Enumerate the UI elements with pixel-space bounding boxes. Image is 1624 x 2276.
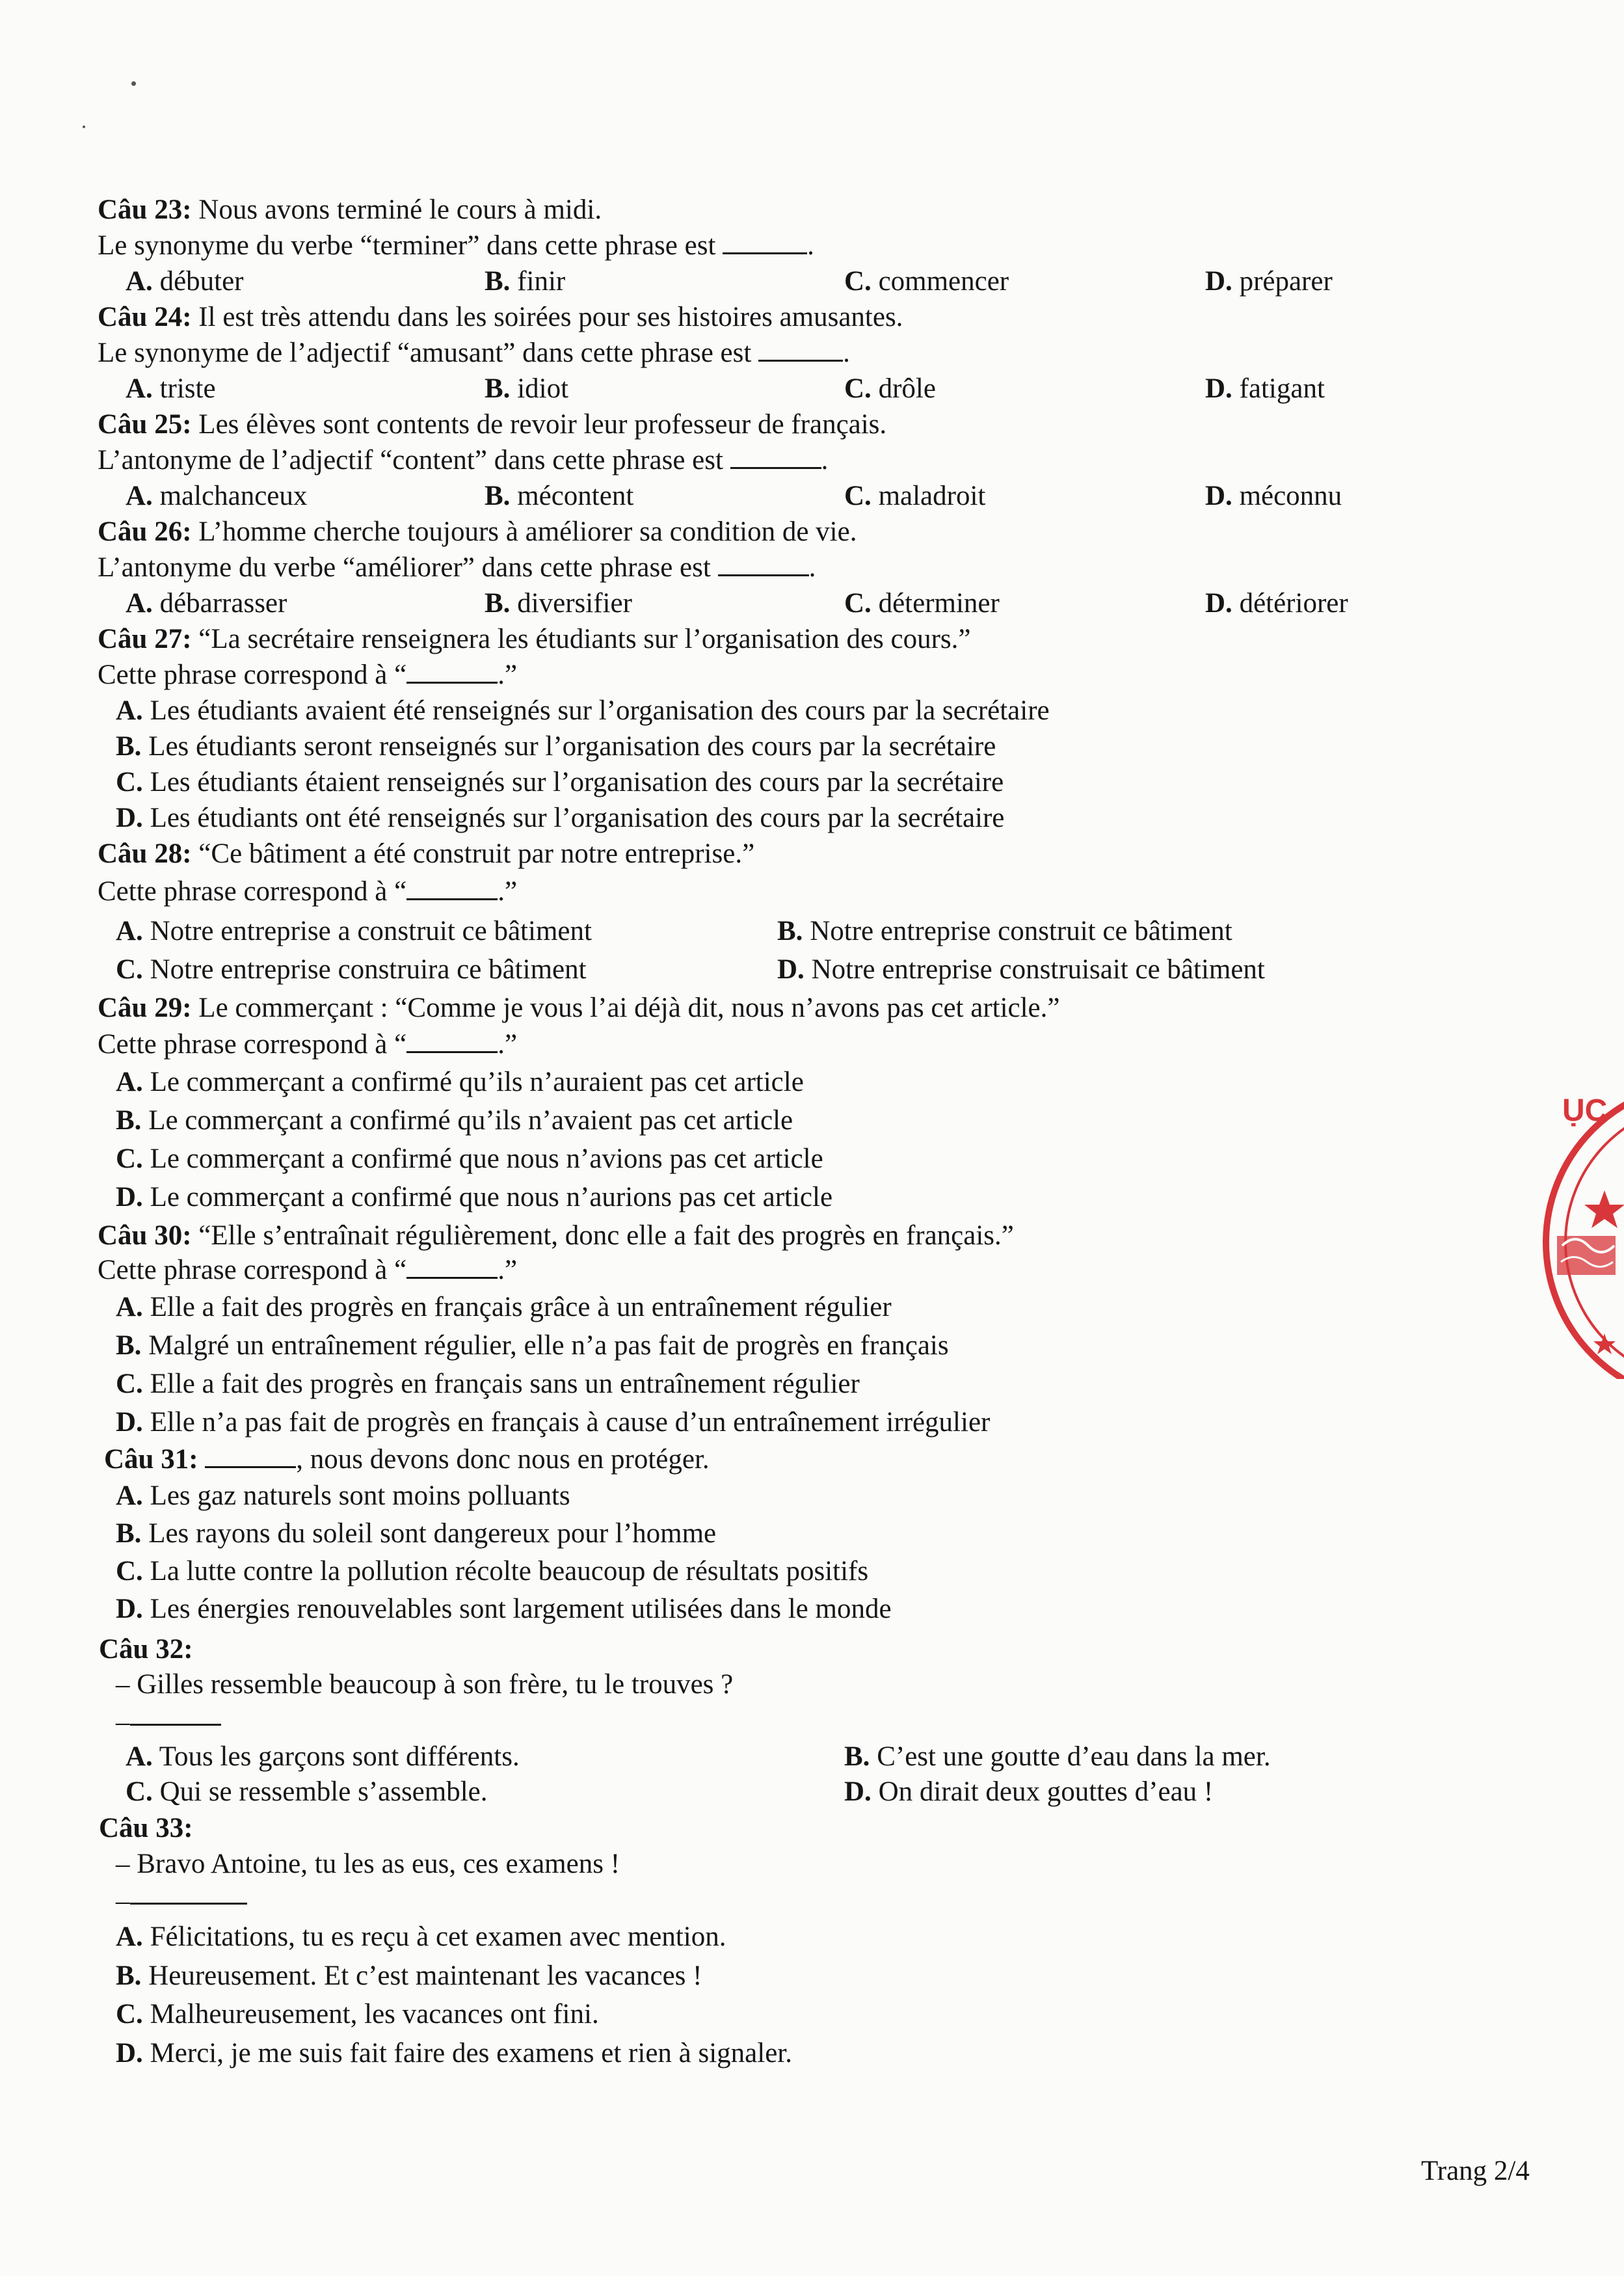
stamp-text: ỤC [1562, 1093, 1608, 1128]
option-26-d: D. détériorer [1205, 588, 1348, 619]
option-23-d: D. préparer [1205, 266, 1333, 297]
option-30-b: B. Malgré un entraînement régulier, elle n’a pas fait de progrès en français [116, 1330, 949, 1361]
question-24: Câu 24: Il est très attendu dans les soirées pour ses histoires amusantes. [98, 302, 903, 332]
question-24-prompt: Le synonyme de l’adjectif “amusant” dans cette phrase est . [98, 338, 850, 368]
question-33-reply: – [116, 1883, 247, 1919]
option-33-d: D. Merci, je me suis fait faire des examens et rien à signaler. [116, 2038, 792, 2068]
question-26: Câu 26: L’homme cherche toujours à améliorer sa condition de vie. [98, 516, 857, 547]
option-24-a: A. triste [126, 373, 216, 404]
option-29-d: D. Le commerçant a confirmé que nous n’aurions pas cet article [116, 1182, 833, 1212]
scan-speck [131, 81, 136, 86]
question-32-line: – Gilles ressemble beaucoup à son frère, tu le trouves ? [116, 1669, 734, 1700]
option-30-c: C. Elle a fait des progrès en français sans un entraînement régulier [116, 1369, 860, 1399]
option-31-a: A. Les gaz naturels sont moins polluants [116, 1480, 570, 1511]
question-28: Câu 28: “Ce bâtiment a été construit par notre entreprise.” [98, 838, 755, 869]
question-25-prompt: L’antonyme de l’adjectif “content” dans cette phrase est . [98, 445, 829, 475]
question-33-line: – Bravo Antoine, tu les as eus, ces examens ! [116, 1849, 620, 1879]
option-33-a: A. Félicitations, tu es reçu à cet examen avec mention. [116, 1921, 726, 1952]
question-28-prompt: Cette phrase correspond à “ .” [98, 876, 518, 907]
option-27-c: C. Les étudiants étaient renseignés sur l’organisation des cours par la secrétaire [116, 767, 1004, 797]
option-23-b: B. finir [485, 266, 566, 297]
option-25-d: D. méconnu [1205, 481, 1342, 511]
option-32-a: A. Tous les garçons sont différents. [126, 1741, 520, 1772]
question-23: Câu 23: Nous avons terminé le cours à midi. [98, 194, 602, 225]
option-27-a: A. Les étudiants avaient été renseignés sur l’organisation des cours par la secrétaire [116, 695, 1050, 726]
option-24-c: C. drôle [844, 373, 936, 404]
option-28-b: B. Notre entreprise construit ce bâtiment [777, 916, 1232, 946]
question-32-reply: – [116, 1704, 221, 1740]
question-26-prompt: L’antonyme du verbe “améliorer” dans cette phrase est . [98, 552, 816, 583]
option-30-d: D. Elle n’a pas fait de progrès en français à cause d’un entraînement irrégulier [116, 1407, 991, 1438]
option-26-c: C. déterminer [844, 588, 1000, 619]
question-29: Câu 29: Le commerçant : “Comme je vous l’ai déjà dit, nous n’avons pas cet article.” [98, 993, 1060, 1023]
option-26-a: A. débarrasser [126, 588, 287, 619]
option-33-c: C. Malheureusement, les vacances ont fini. [116, 1999, 599, 2029]
option-29-b: B. Le commerçant a confirmé qu’ils n’avaient pas cet article [116, 1105, 793, 1136]
question-32: Câu 32: [99, 1634, 193, 1665]
question-33: Câu 33: [99, 1813, 193, 1843]
question-25: Câu 25: Les élèves sont contents de revoir leur professeur de français. [98, 409, 887, 440]
option-32-c: C. Qui se ressemble s’assemble. [126, 1776, 488, 1807]
option-29-a: A. Le commerçant a confirmé qu’ils n’auraient pas cet article [116, 1067, 804, 1097]
option-24-b: B. idiot [485, 373, 569, 404]
question-27: Câu 27: “La secrétaire renseignera les étudiants sur l’organisation des cours.” [98, 624, 971, 654]
question-31: Câu 31: , nous devons donc nous en protéger. [104, 1444, 710, 1475]
option-27-b: B. Les étudiants seront renseignés sur l’organisation des cours par la secrétaire [116, 731, 996, 762]
option-24-d: D. fatigant [1205, 373, 1325, 404]
page-number: Trang 2/4 [1421, 2156, 1530, 2186]
scan-speck [83, 126, 85, 128]
option-31-b: B. Les rayons du soleil sont dangereux pour l’homme [116, 1518, 717, 1549]
option-32-d: D. On dirait deux gouttes d’eau ! [844, 1776, 1214, 1807]
option-29-c: C. Le commerçant a confirmé que nous n’avions pas cet article [116, 1144, 823, 1174]
option-23-c: C. commencer [844, 266, 1009, 297]
option-32-b: B. C’est une goutte d’eau dans la mer. [844, 1741, 1271, 1772]
question-23-prompt: Le synonyme du verbe “terminer” dans cette phrase est . [98, 230, 814, 261]
option-28-a: A. Notre entreprise a construit ce bâtiment [116, 916, 592, 946]
question-30-prompt: Cette phrase correspond à “ .” [98, 1255, 518, 1285]
option-25-b: B. mécontent [485, 481, 634, 511]
question-29-prompt: Cette phrase correspond à “ .” [98, 1029, 518, 1060]
option-28-d: D. Notre entreprise construisait ce bâtiment [777, 954, 1265, 985]
option-33-b: B. Heureusement. Et c’est maintenant les vacances ! [116, 1961, 702, 1991]
official-stamp [1543, 1080, 1624, 1379]
option-25-a: A. malchanceux [126, 481, 308, 511]
question-27-prompt: Cette phrase correspond à “ .” [98, 660, 518, 690]
option-31-d: D. Les énergies renouvelables sont largement utilisées dans le monde [116, 1594, 892, 1624]
option-27-d: D. Les étudiants ont été renseignés sur l’organisation des cours par la secrétaire [116, 803, 1005, 833]
option-23-a: A. débuter [126, 266, 244, 297]
option-26-b: B. diversifier [485, 588, 632, 619]
option-28-c: C. Notre entreprise construira ce bâtiment [116, 954, 587, 985]
question-30: Câu 30: “Elle s’entraînait régulièrement, donc elle a fait des progrès en français.” [98, 1220, 1014, 1251]
option-25-c: C. maladroit [844, 481, 986, 511]
option-31-c: C. La lutte contre la pollution récolte beaucoup de résultats positifs [116, 1556, 869, 1587]
option-30-a: A. Elle a fait des progrès en français grâce à un entraînement régulier [116, 1292, 892, 1322]
